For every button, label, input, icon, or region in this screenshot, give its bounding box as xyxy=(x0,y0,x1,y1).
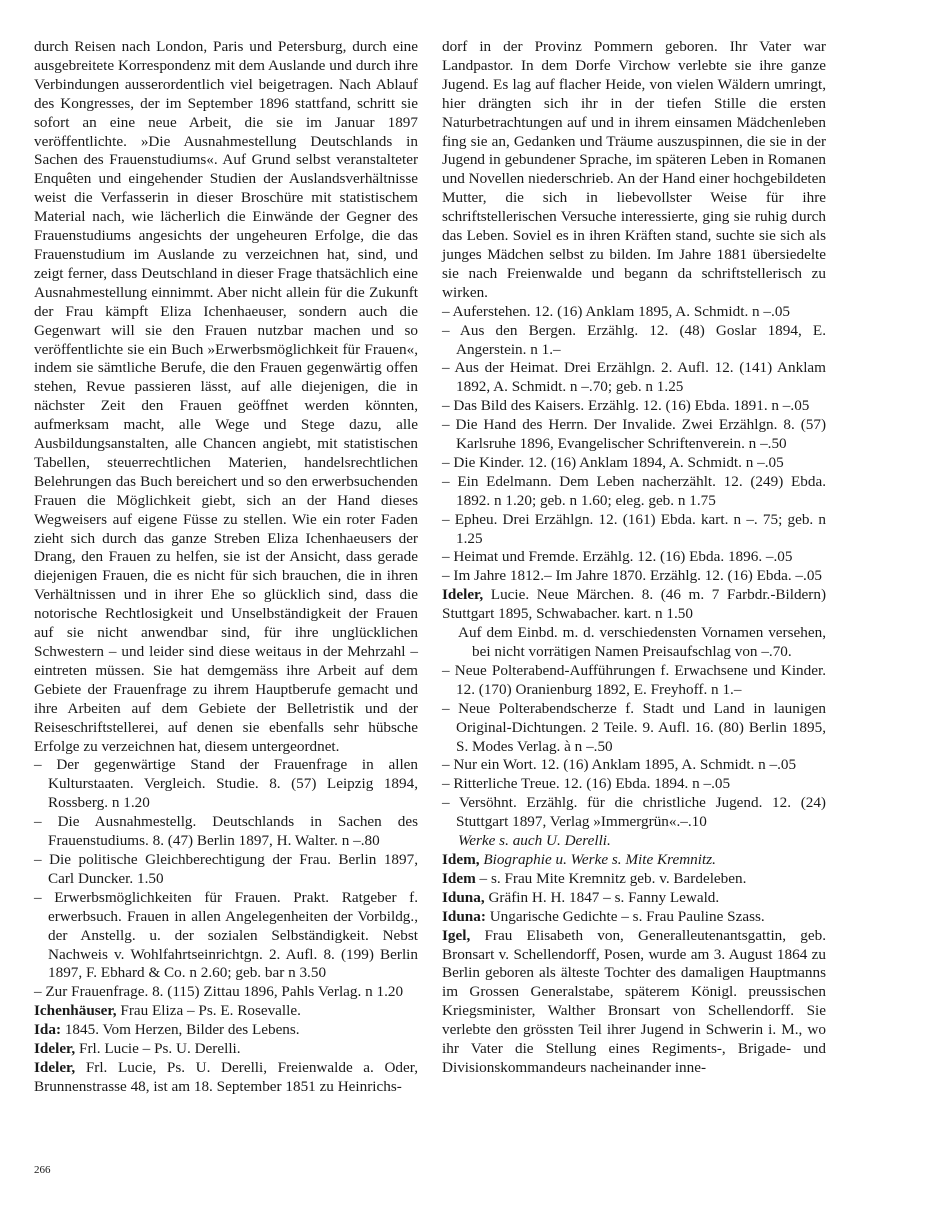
entry-headword: Idem xyxy=(442,869,476,887)
right-column xyxy=(442,38,826,1078)
see-also-note: Werke s. auch U. Derelli. xyxy=(458,832,611,850)
entry-headword: Ideler, xyxy=(34,1040,76,1058)
entry-headword: Iduna, xyxy=(442,888,485,906)
work-entry: – Erwerbsmöglichkeiten für Frauen. Prakt. Ratgeber f. erwerbsuch. Frauen in allen Angelegenheiten der Vorbildg., der Anstellg. u. der sozialen Selbständigkeit. Nebst Nachweis v. Wohlfahrtseinrichtgn. 2. Aufl. 8. (199) Berlin 1897, F. Ebhard & Co. n 2.60; geb. bar n 3.50 xyxy=(34,888,418,982)
work-entry: – Die Ausnahmestellg. Deutschlands in Sachen des Frauenstudiums. 8. (47) Berlin 1897, H. Walter. n –.80 xyxy=(34,813,418,850)
lexicon-entry xyxy=(442,586,826,624)
entry-text: – s. Frau Mite Kremnitz geb. v. Bardeleben. xyxy=(479,869,747,887)
entry-text: 1845. Vom Herzen, Bilder des Lebens. xyxy=(64,1021,300,1039)
entry-text: Frl. Lucie, Ps. U. Derelli, Freienwalde a. Oder, Brunnenstrasse 48, ist am 18. September 1851 zu Heinrichs- xyxy=(34,1058,418,1095)
page-number: 266 xyxy=(34,1164,51,1176)
work-entry: – Aus den Bergen. Erzählg. 12. (48) Goslar 1894, E. Angerstein. n 1.– xyxy=(442,321,826,358)
work-entry: – Neue Polterabend-Aufführungen f. Erwachsene und Kinder. 12. (170) Oranienburg 1892, E. Freyhoff. n 1.– xyxy=(442,661,826,698)
entry-text: Lucie. Neue Märchen. 8. (46 m. 7 Farbdr.-Bildern) Stuttgart 1895, Schwabacher. kart. n 1.50 xyxy=(442,586,827,623)
work-entry: – Das Bild des Kaisers. Erzählg. 12. (16) Ebda. 1891. n –.05 xyxy=(442,397,810,415)
entry-headword: Ideler, xyxy=(34,1058,76,1076)
lexicon-entry xyxy=(34,1040,418,1059)
work-entry: – Aus der Heimat. Drei Erzählgn. 2. Aufl. 12. (141) Anklam 1892, A. Schmidt. n –.70; geb. n 1.25 xyxy=(442,359,826,396)
work-entry: – Ein Edelmann. Dem Leben nacherzählt. 12. (249) Ebda. 1892. n 1.20; geb. n 1.60; eleg. geb. n 1.75 xyxy=(442,472,826,509)
entry-text: Biographie u. Werke s. Mite Kremnitz. xyxy=(483,850,716,868)
lexicon-entry xyxy=(442,908,826,927)
work-entry: – Nur ein Wort. 12. (16) Anklam 1895, A. Schmidt. n –.05 xyxy=(442,756,797,774)
entry-headword: Ideler, xyxy=(442,586,484,604)
entry-headword: Igel, xyxy=(442,926,471,944)
entry-headword: Iduna: xyxy=(442,907,486,925)
work-entry: – Heimat und Fremde. Erzählg. 12. (16) Ebda. 1896. –.05 xyxy=(442,548,793,566)
entry-text: Frl. Lucie – Ps. U. Derelli. xyxy=(79,1040,241,1058)
lexicon-entry xyxy=(442,870,826,889)
entry-text: Gräfin H. H. 1847 – s. Fanny Lewald. xyxy=(488,888,720,906)
lexicon-entry xyxy=(34,1059,418,1097)
work-entry: – Der gegenwärtige Stand der Frauenfrage in allen Kulturstaaten. Vergleich. Studie. 8. (57) Leipzig 1894, Rossberg. n 1.20 xyxy=(34,756,418,812)
entry-headword: Idem, xyxy=(442,850,480,868)
lexicon-entry xyxy=(442,927,826,1078)
binding-note: Auf dem Einbd. m. d. verschiedensten Vornamen versehen, bei nicht vorrätigen Namen Preisaufschlag von –.70. xyxy=(458,624,826,660)
lexicon-entry xyxy=(442,889,826,908)
left-column xyxy=(34,38,418,1097)
work-entry: – Versöhnt. Erzählg. für die christliche Jugend. 12. (24) Stuttgart 1897, Verlag »Immergrün«.–.10 xyxy=(442,794,826,831)
lexicon-entry xyxy=(34,1002,418,1021)
work-entry: – Die Kinder. 12. (16) Anklam 1894, A. Schmidt. n –.05 xyxy=(442,453,784,471)
work-entry: – Im Jahre 1812.– Im Jahre 1870. Erzählg. 12. (16) Ebda. –.05 xyxy=(442,567,823,585)
work-entry: – Neue Polterabendscherze f. Stadt und Land in launigen Original-Dichtungen. 2 Teile. 9. Aufl. 16. (80) Berlin 1895, S. Modes Verlag. à n –.50 xyxy=(442,699,826,755)
lexicon-entry xyxy=(442,851,826,870)
entry-text: Ungarische Gedichte – s. Frau Pauline Szass. xyxy=(489,907,765,925)
work-entry: – Die Hand des Herrn. Der Invalide. Zwei Erzählgn. 8. (57) Karlsruhe 1896, Evangelischer Schriftenverein. n –.50 xyxy=(442,416,826,453)
work-entry: – Auferstehen. 12. (16) Anklam 1895, A. Schmidt. n –.05 xyxy=(442,302,791,320)
work-entry: – Epheu. Drei Erzählgn. 12. (161) Ebda. kart. n –. 75; geb. n 1.25 xyxy=(442,510,826,547)
entry-text: Frau Eliza – Ps. E. Rosevalle. xyxy=(120,1002,301,1020)
work-entry: – Zur Frauenfrage. 8. (115) Zittau 1896, Pahls Verlag. n 1.20 xyxy=(34,983,404,1001)
work-entry: – Die politische Gleichberechtigung der Frau. Berlin 1897, Carl Duncker. 1.50 xyxy=(34,850,418,887)
ideler-biography-text: dorf in der Provinz Pommern geboren. Ihr Vater war Landpastor. In dem Dorfe Virchow verlebte sie ihre ganze Jugend. Es lag auf flacher Heide, von vielen Wäldern umringt, hier drängten sich ihr in der tiefen Stille die ersten Naturbetrachtungen auf und in ihrem einsamen Mädchenleben fing sie an, Gedanken und Träume auszuspinnen, die sie in der Jugend in gebundener Sprache, im späteren Leben in Romanen und Novellen niederschrieb. An der Hand einer hochgebildeten Mutter, die sich in liebevollster Weise für ihre schriftstellerischen Versuche interessierte, ging sie ruhig durch das Leben. Soviel es in ihren Kräften stand, suchte sie sich als junges Mädchen selbst zu bilden. Im Jahre 1881 übersiedelte sie nach Freienwalde und begann da schriftstellerisch zu wirken. xyxy=(442,38,826,301)
entry-headword: Ida: xyxy=(34,1021,62,1039)
lexicon-entry xyxy=(34,1021,418,1040)
work-entry: – Ritterliche Treue. 12. (16) Ebda. 1894. n –.05 xyxy=(442,775,731,793)
entry-text: Frau Elisabeth von, Generalleutenantsgattin, geb. Bronsart v. Schellendorff, Posen, wurde am 3. August 1864 zu Berlin geboren als älteste Tochter des damaligen Hauptmanns im Grossen Generalstabe, späterem Königl. preussischen Kriegsminister, Walther Bronsart von Schellendorff. Sie verlebte den grössten Teil ihrer Jugend in Schwerin i. M., wo ihr Vater die Stellung eines Regiments-, Brigade- und Divisionskommandeurs nacheinander inne- xyxy=(442,926,826,1076)
entry-headword: Ichenhäuser, xyxy=(34,1002,117,1020)
ichenhaeuser-biography-text: durch Reisen nach London, Paris und Petersburg, durch eine ausgebreitete Korrespondenz mit dem Auslande und durch ihre Verbindungen ausserordentlich viel beigetragen. Nach Ablauf des Kongresses, der im September 1896 stattfand, schritt sie sofort an eine neue Arbeit, die sie im Januar 1897 veröffentlichte. »Die Ausnahmestellung Deutschlands in Sachen des Frauenstudiums«. Auf Grund selbst veranstalteter Enquêten und eingehender Studien der Auslandsverhältnisse weist die Verfasserin in dieser Broschüre mit statistischem Material nach, wie lächerlich die Einwände der Gegner des Frauenstudiums angesichts der ungeheuren Erfolge, die das Frauenstudium im Auslande zu verzeichnen hat, sind, und zeigt ferner, dass Deutschland in dieser Frage thatsächlich eine Ausnahmestellung einnimmt. Aber nicht allein für die Zukunft der Frau kämpft Eliza Ichenhaeuser, sondern auch die Gegenwart will sie den Frauen nutzbar machen und so veröffentlichte sie ein Buch »Erwerbsmöglichkeit für Frauen«, indem sie sämtliche Berufe, die den Frauen gegenwärtig offen stehen, Revue passieren lässt, auf alle diejenigen, die in nächster Zeit den Frauen geöffnet werden könnten, aufmerksam macht, alle Wege und Stege dazu, alle Ausbildungsanstalten, alle Chancen angiebt, mit statistischen Tabellen, steuerrechtlichen Materien, handelsrechtlichen Belehrungen das Buch bereichert und so den erwerbsuchenden Frauen die Möglichkeit giebt, sich an der Hand dieses Wegweisers auf eigene Füsse zu stellen. Wie ein roter Faden zieht sich durch das ganze Streben Eliza Ichenhaeusers der Drang, den Frauen zu helfen, sie ist der Ansicht, dass gerade diejenigen Frauen, die es nicht für sich brauchen, die in ihren Verhältnissen und in ihrer Ehe so glücklich sind, dass die notorische Rechtlosigkeit und Unselbständigkeit der Frauen auf sie nicht anwendbar sind, für ihre unglücklichen Schwestern – und leider sind diese weitaus in der Mehrzahl – eintreten müssen. Sie hat demgemäss ihre Arbeit auf dem Gebiete der Frauenfrage zu ihrem Hauptberufe gemacht und ihre Arbeiten auf dem Gebiete der Belletristik und der Reiseschriftstellerei, auf denen sie ebenfalls sehr hübsche Erfolge zu verzeichnen hat, diesem untergeordnet. xyxy=(34,38,418,755)
